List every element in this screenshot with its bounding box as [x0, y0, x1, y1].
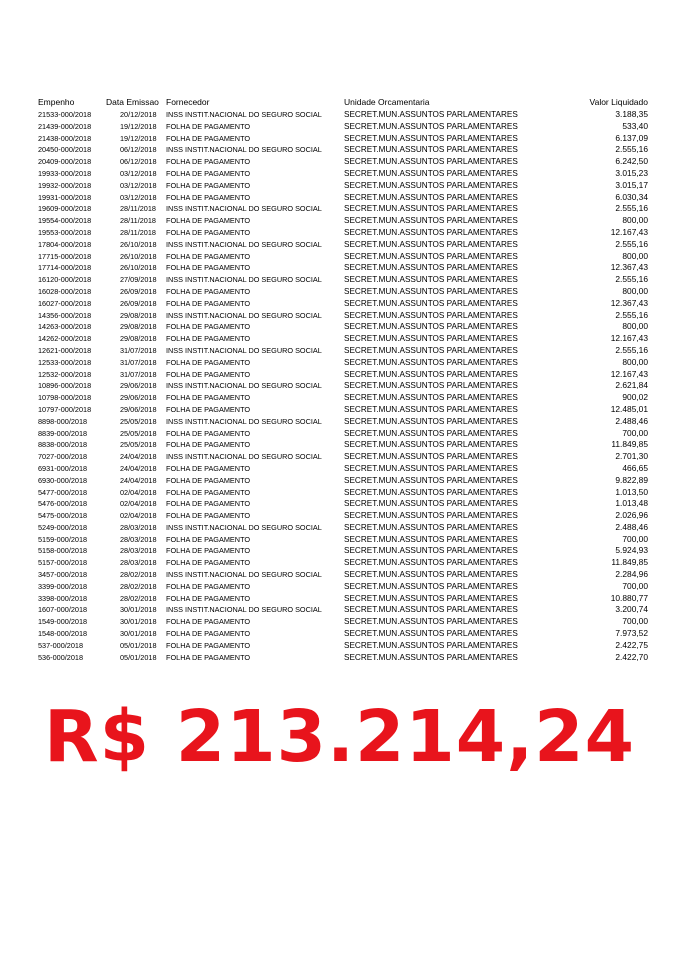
cell-fornecedor: FOLHA DE PAGAMENTO	[166, 263, 251, 273]
cell-unidade: SECRET.MUN.ASSUNTOS PARLAMENTARES	[344, 345, 518, 355]
cell-fornecedor: FOLHA DE PAGAMENTO	[166, 357, 251, 367]
header-data-emissao: Data Emissao	[106, 97, 159, 107]
cell-fornecedor: FOLHA DE PAGAMENTO	[166, 593, 251, 603]
cell-empenho: 10798-000/2018	[38, 393, 92, 403]
cell-data-emissao: 05/01/2018	[120, 640, 157, 650]
cell-fornecedor: FOLHA DE PAGAMENTO	[166, 286, 251, 296]
cell-unidade: SECRET.MUN.ASSUNTOS PARLAMENTARES	[344, 487, 518, 497]
cell-fornecedor: INSS INSTIT.NACIONAL DO SEGURO SOCIAL	[166, 570, 322, 580]
table-row	[38, 604, 648, 616]
cell-empenho: 1548-000/2018	[38, 629, 88, 639]
cell-data-emissao: 29/06/2018	[120, 381, 157, 391]
cell-unidade: SECRET.MUN.ASSUNTOS PARLAMENTARES	[344, 322, 518, 332]
cell-valor: 11.849,85	[611, 557, 648, 568]
cell-fornecedor: INSS INSTIT.NACIONAL DO SEGURO SOCIAL	[166, 239, 322, 249]
table-row	[38, 310, 648, 322]
cell-empenho: 14262-000/2018	[38, 334, 92, 344]
cell-unidade: SECRET.MUN.ASSUNTOS PARLAMENTARES	[344, 357, 518, 367]
cell-empenho: 17714-000/2018	[38, 263, 92, 273]
cell-fornecedor: FOLHA DE PAGAMENTO	[166, 180, 251, 190]
cell-empenho: 3398-000/2018	[38, 593, 88, 603]
cell-fornecedor: FOLHA DE PAGAMENTO	[166, 617, 251, 627]
cell-fornecedor: FOLHA DE PAGAMENTO	[166, 157, 251, 167]
cell-unidade: SECRET.MUN.ASSUNTOS PARLAMENTARES	[344, 145, 518, 155]
cell-valor: 1.013,50	[615, 486, 648, 497]
cell-empenho: 17804-000/2018	[38, 239, 92, 249]
cell-fornecedor: FOLHA DE PAGAMENTO	[166, 499, 251, 509]
cell-valor: 2.555,16	[615, 274, 648, 285]
table-row	[38, 534, 648, 546]
cell-data-emissao: 28/11/2018	[120, 216, 156, 226]
cell-fornecedor: INSS INSTIT.NACIONAL DO SEGURO SOCIAL	[166, 605, 322, 615]
cell-unidade: SECRET.MUN.ASSUNTOS PARLAMENTARES	[344, 263, 518, 273]
cell-data-emissao: 02/04/2018	[120, 499, 157, 509]
cell-unidade: SECRET.MUN.ASSUNTOS PARLAMENTARES	[344, 381, 518, 391]
table-row	[38, 640, 648, 652]
table-row	[38, 569, 648, 581]
cell-empenho: 19933-000/2018	[38, 168, 92, 178]
cell-empenho: 5158-000/2018	[38, 546, 88, 556]
table-row	[38, 404, 648, 416]
cell-valor: 2.555,16	[615, 238, 648, 249]
table-row	[38, 593, 648, 605]
cell-empenho: 8839-000/2018	[38, 428, 88, 438]
cell-unidade: SECRET.MUN.ASSUNTOS PARLAMENTARES	[344, 204, 518, 214]
cell-unidade: SECRET.MUN.ASSUNTOS PARLAMENTARES	[344, 570, 518, 580]
cell-unidade: SECRET.MUN.ASSUNTOS PARLAMENTARES	[344, 369, 518, 379]
header-valor: Valor Liquidado	[589, 97, 648, 107]
cell-empenho: 16027-000/2018	[38, 298, 92, 308]
cell-data-emissao: 26/10/2018	[120, 239, 157, 249]
cell-unidade: SECRET.MUN.ASSUNTOS PARLAMENTARES	[344, 251, 518, 261]
cell-data-emissao: 30/01/2018	[120, 629, 157, 639]
cell-fornecedor: FOLHA DE PAGAMENTO	[166, 428, 251, 438]
cell-empenho: 19554-000/2018	[38, 216, 92, 226]
cell-unidade: SECRET.MUN.ASSUNTOS PARLAMENTARES	[344, 404, 518, 414]
cell-fornecedor: FOLHA DE PAGAMENTO	[166, 121, 251, 131]
cell-unidade: SECRET.MUN.ASSUNTOS PARLAMENTARES	[344, 275, 518, 285]
cell-empenho: 5476-000/2018	[38, 499, 88, 509]
cell-valor: 800,00	[622, 285, 648, 296]
table-row	[38, 251, 648, 263]
cell-empenho: 19609-000/2018	[38, 204, 92, 214]
table-row	[38, 463, 648, 475]
table-row	[38, 451, 648, 463]
cell-data-emissao: 29/08/2018	[120, 310, 157, 320]
cell-data-emissao: 19/12/2018	[120, 133, 157, 143]
table-body	[38, 109, 648, 663]
cell-fornecedor: FOLHA DE PAGAMENTO	[166, 629, 251, 639]
cell-fornecedor: FOLHA DE PAGAMENTO	[166, 298, 251, 308]
cell-data-emissao: 30/01/2018	[120, 617, 157, 627]
cell-valor: 2.555,16	[615, 344, 648, 355]
table-row	[38, 345, 648, 357]
cell-valor: 2.284,96	[615, 569, 648, 580]
cell-data-emissao: 03/12/2018	[120, 168, 157, 178]
cell-data-emissao: 29/08/2018	[120, 322, 157, 332]
cell-empenho: 19553-000/2018	[38, 227, 92, 237]
header-fornecedor: Fornecedor	[166, 97, 210, 107]
cell-empenho: 17715-000/2018	[38, 251, 92, 261]
cell-valor: 2.621,84	[615, 380, 648, 391]
table-row	[38, 156, 648, 168]
cell-unidade: SECRET.MUN.ASSUNTOS PARLAMENTARES	[344, 522, 518, 532]
cell-valor: 12.367,43	[610, 262, 648, 273]
cell-fornecedor: FOLHA DE PAGAMENTO	[166, 322, 251, 332]
cell-fornecedor: FOLHA DE PAGAMENTO	[166, 393, 251, 403]
cell-valor: 2.555,16	[615, 203, 648, 214]
cell-empenho: 5477-000/2018	[38, 487, 88, 497]
cell-valor: 5.924,93	[615, 545, 648, 556]
cell-empenho: 1607-000/2018	[38, 605, 88, 615]
cell-empenho: 10797-000/2018	[38, 404, 92, 414]
table-row	[38, 168, 648, 180]
cell-unidade: SECRET.MUN.ASSUNTOS PARLAMENTARES	[344, 534, 518, 544]
cell-empenho: 19932-000/2018	[38, 180, 92, 190]
table-row	[38, 487, 648, 499]
cell-unidade: SECRET.MUN.ASSUNTOS PARLAMENTARES	[344, 463, 518, 473]
cell-data-emissao: 03/12/2018	[120, 180, 157, 190]
cell-unidade: SECRET.MUN.ASSUNTOS PARLAMENTARES	[344, 593, 518, 603]
cell-empenho: 1549-000/2018	[38, 617, 88, 627]
cell-empenho: 14356-000/2018	[38, 310, 92, 320]
cell-valor: 6.030,34	[615, 191, 648, 202]
cell-valor: 7.973,52	[615, 628, 648, 639]
cell-valor: 6.137,09	[615, 132, 648, 143]
cell-fornecedor: FOLHA DE PAGAMENTO	[166, 534, 251, 544]
table-row	[38, 321, 648, 333]
table-row	[38, 416, 648, 428]
cell-unidade: SECRET.MUN.ASSUNTOS PARLAMENTARES	[344, 227, 518, 237]
cell-data-emissao: 28/03/2018	[120, 546, 157, 556]
cell-unidade: SECRET.MUN.ASSUNTOS PARLAMENTARES	[344, 110, 518, 119]
cell-empenho: 6931-000/2018	[38, 463, 88, 473]
cell-empenho: 8838-000/2018	[38, 440, 88, 450]
cell-data-emissao: 31/07/2018	[120, 345, 157, 355]
cell-unidade: SECRET.MUN.ASSUNTOS PARLAMENTARES	[344, 428, 518, 438]
cell-fornecedor: FOLHA DE PAGAMENTO	[166, 369, 251, 379]
cell-data-emissao: 24/04/2018	[120, 463, 157, 473]
cell-fornecedor: FOLHA DE PAGAMENTO	[166, 168, 251, 178]
cell-valor: 533,40	[622, 120, 648, 131]
cell-empenho: 5159-000/2018	[38, 534, 88, 544]
cell-unidade: SECRET.MUN.ASSUNTOS PARLAMENTARES	[344, 652, 518, 662]
cell-unidade: SECRET.MUN.ASSUNTOS PARLAMENTARES	[344, 475, 518, 485]
cell-data-emissao: 28/03/2018	[120, 522, 157, 532]
cell-data-emissao: 02/04/2018	[120, 511, 157, 521]
cell-empenho: 20409-000/2018	[38, 157, 92, 167]
cell-data-emissao: 24/04/2018	[120, 475, 157, 485]
table-row	[38, 428, 648, 440]
table-row	[38, 239, 648, 251]
table-row	[38, 298, 648, 310]
cell-data-emissao: 26/10/2018	[120, 251, 157, 261]
cell-valor: 800,00	[622, 250, 648, 261]
cell-empenho: 5475-000/2018	[38, 511, 88, 521]
cell-empenho: 19931-000/2018	[38, 192, 92, 202]
cell-valor: 700,00	[622, 616, 648, 627]
cell-valor: 12.167,43	[610, 333, 648, 344]
cell-unidade: SECRET.MUN.ASSUNTOS PARLAMENTARES	[344, 617, 518, 627]
table-row	[38, 357, 648, 369]
cell-data-emissao: 25/05/2018	[120, 416, 157, 426]
cell-valor: 2.422,70	[615, 651, 648, 662]
cell-valor: 11.849,85	[611, 439, 648, 450]
table-row	[38, 380, 648, 392]
cell-data-emissao: 31/07/2018	[120, 357, 157, 367]
cell-unidade: SECRET.MUN.ASSUNTOS PARLAMENTARES	[344, 629, 518, 639]
cell-valor: 900,02	[622, 392, 648, 403]
table-row	[38, 286, 648, 298]
cell-empenho: 3399-000/2018	[38, 581, 88, 591]
cell-data-emissao: 28/02/2018	[120, 581, 157, 591]
cell-fornecedor: FOLHA DE PAGAMENTO	[166, 640, 251, 650]
table-row	[38, 616, 648, 628]
cell-unidade: SECRET.MUN.ASSUNTOS PARLAMENTARES	[344, 298, 518, 308]
cell-data-emissao: 28/03/2018	[120, 558, 157, 568]
table-row	[38, 192, 648, 204]
cell-fornecedor: INSS INSTIT.NACIONAL DO SEGURO SOCIAL	[166, 416, 322, 426]
table-row	[38, 262, 648, 274]
table-row	[38, 510, 648, 522]
table-row	[38, 369, 648, 381]
table-header	[38, 95, 648, 109]
cell-fornecedor: FOLHA DE PAGAMENTO	[166, 581, 251, 591]
cell-empenho: 12533-000/2018	[38, 357, 92, 367]
cell-unidade: SECRET.MUN.ASSUNTOS PARLAMENTARES	[344, 546, 518, 556]
cell-empenho: 21533-000/2018	[38, 110, 92, 119]
cell-fornecedor: INSS INSTIT.NACIONAL DO SEGURO SOCIAL	[166, 145, 322, 155]
cell-unidade: SECRET.MUN.ASSUNTOS PARLAMENTARES	[344, 452, 518, 462]
cell-unidade: SECRET.MUN.ASSUNTOS PARLAMENTARES	[344, 416, 518, 426]
cell-valor: 12.167,43	[610, 368, 648, 379]
cell-fornecedor: FOLHA DE PAGAMENTO	[166, 440, 251, 450]
cell-fornecedor: FOLHA DE PAGAMENTO	[166, 404, 251, 414]
cell-valor: 12.167,43	[610, 226, 648, 237]
cell-unidade: SECRET.MUN.ASSUNTOS PARLAMENTARES	[344, 511, 518, 521]
cell-valor: 2.422,75	[615, 639, 648, 650]
cell-empenho: 14263-000/2018	[38, 322, 92, 332]
cell-empenho: 10896-000/2018	[38, 381, 92, 391]
cell-data-emissao: 28/11/2018	[120, 227, 156, 237]
cell-data-emissao: 30/01/2018	[120, 605, 157, 615]
cell-empenho: 16120-000/2018	[38, 275, 92, 285]
cell-unidade: SECRET.MUN.ASSUNTOS PARLAMENTARES	[344, 239, 518, 249]
cell-empenho: 3457-000/2018	[38, 570, 88, 580]
cell-unidade: SECRET.MUN.ASSUNTOS PARLAMENTARES	[344, 605, 518, 615]
cell-data-emissao: 26/09/2018	[120, 298, 157, 308]
cell-data-emissao: 28/02/2018	[120, 593, 157, 603]
cell-valor: 2.701,30	[615, 451, 648, 462]
table-row	[38, 545, 648, 557]
cell-unidade: SECRET.MUN.ASSUNTOS PARLAMENTARES	[344, 121, 518, 131]
cell-fornecedor: FOLHA DE PAGAMENTO	[166, 652, 251, 662]
cell-fornecedor: INSS INSTIT.NACIONAL DO SEGURO SOCIAL	[166, 275, 322, 285]
table-row	[38, 581, 648, 593]
cell-empenho: 5249-000/2018	[38, 522, 88, 532]
cell-valor: 800,00	[622, 321, 648, 332]
cell-fornecedor: FOLHA DE PAGAMENTO	[166, 546, 251, 556]
cell-empenho: 21438-000/2018	[38, 133, 92, 143]
cell-fornecedor: FOLHA DE PAGAMENTO	[166, 475, 251, 485]
cell-data-emissao: 29/06/2018	[120, 404, 157, 414]
cell-valor: 1.013,48	[615, 498, 648, 509]
cell-fornecedor: FOLHA DE PAGAMENTO	[166, 487, 251, 497]
cell-valor: 12.485,01	[610, 403, 648, 414]
cell-unidade: SECRET.MUN.ASSUNTOS PARLAMENTARES	[344, 558, 518, 568]
cell-fornecedor: INSS INSTIT.NACIONAL DO SEGURO SOCIAL	[166, 381, 322, 391]
cell-data-emissao: 25/05/2018	[120, 428, 157, 438]
cell-unidade: SECRET.MUN.ASSUNTOS PARLAMENTARES	[344, 334, 518, 344]
table-row	[38, 498, 648, 510]
cell-data-emissao: 20/12/2018	[120, 110, 157, 119]
cell-valor: 800,00	[622, 215, 648, 226]
cell-fornecedor: FOLHA DE PAGAMENTO	[166, 334, 251, 344]
cell-data-emissao: 24/04/2018	[120, 452, 157, 462]
cell-data-emissao: 27/09/2018	[120, 275, 157, 285]
table-row	[38, 215, 648, 227]
cell-fornecedor: INSS INSTIT.NACIONAL DO SEGURO SOCIAL	[166, 204, 322, 214]
cell-empenho: 5157-000/2018	[38, 558, 88, 568]
cell-unidade: SECRET.MUN.ASSUNTOS PARLAMENTARES	[344, 192, 518, 202]
cell-valor: 3.200,74	[615, 604, 648, 615]
cell-empenho: 537-000/2018	[38, 640, 84, 650]
cell-valor: 9.822,89	[615, 474, 648, 485]
cell-empenho: 7027-000/2018	[38, 452, 88, 462]
cell-valor: 466,65	[622, 462, 648, 473]
cell-unidade: SECRET.MUN.ASSUNTOS PARLAMENTARES	[344, 310, 518, 320]
cell-valor: 12.367,43	[610, 297, 648, 308]
cell-unidade: SECRET.MUN.ASSUNTOS PARLAMENTARES	[344, 440, 518, 450]
cell-valor: 2.555,16	[615, 309, 648, 320]
cell-unidade: SECRET.MUN.ASSUNTOS PARLAMENTARES	[344, 581, 518, 591]
cell-data-emissao: 29/06/2018	[120, 393, 157, 403]
table-row	[38, 333, 648, 345]
cell-valor: 2.488,46	[615, 415, 648, 426]
cell-valor: 3.015,23	[615, 167, 648, 178]
cell-empenho: 8898-000/2018	[38, 416, 88, 426]
cell-valor: 2.555,16	[615, 144, 648, 155]
cell-data-emissao: 02/04/2018	[120, 487, 157, 497]
cell-fornecedor: FOLHA DE PAGAMENTO	[166, 133, 251, 143]
cell-data-emissao: 28/11/2018	[120, 204, 156, 214]
table-row	[38, 628, 648, 640]
cell-fornecedor: FOLHA DE PAGAMENTO	[166, 463, 251, 473]
cell-valor: 700,00	[622, 580, 648, 591]
table-row	[38, 392, 648, 404]
cell-fornecedor: FOLHA DE PAGAMENTO	[166, 216, 251, 226]
table-row	[38, 652, 648, 664]
cell-valor: 800,00	[622, 356, 648, 367]
cell-empenho: 16028-000/2018	[38, 286, 92, 296]
cell-data-emissao: 25/05/2018	[120, 440, 157, 450]
table-row	[38, 109, 648, 121]
cell-empenho: 6930-000/2018	[38, 475, 88, 485]
cell-valor: 700,00	[622, 533, 648, 544]
cell-valor: 700,00	[622, 427, 648, 438]
cell-valor: 6.242,50	[615, 156, 648, 167]
table-row	[38, 133, 648, 145]
cell-fornecedor: INSS INSTIT.NACIONAL DO SEGURO SOCIAL	[166, 345, 322, 355]
table-row	[38, 522, 648, 534]
cell-empenho: 12532-000/2018	[38, 369, 92, 379]
cell-fornecedor: INSS INSTIT.NACIONAL DO SEGURO SOCIAL	[166, 452, 322, 462]
cell-unidade: SECRET.MUN.ASSUNTOS PARLAMENTARES	[344, 499, 518, 509]
cell-data-emissao: 28/03/2018	[120, 534, 157, 544]
cell-data-emissao: 29/08/2018	[120, 334, 157, 344]
cell-empenho: 21439-000/2018	[38, 121, 92, 131]
cell-empenho: 12621-000/2018	[38, 345, 92, 355]
table-row	[38, 439, 648, 451]
table-row	[38, 180, 648, 192]
cell-unidade: SECRET.MUN.ASSUNTOS PARLAMENTARES	[344, 216, 518, 226]
table-row	[38, 203, 648, 215]
cell-valor: 3.188,35	[615, 109, 648, 119]
header-unidade: Unidade Orcamentaria	[344, 97, 430, 107]
cell-data-emissao: 26/09/2018	[120, 286, 157, 296]
cell-fornecedor: INSS INSTIT.NACIONAL DO SEGURO SOCIAL	[166, 110, 322, 119]
cell-empenho: 536-000/2018	[38, 652, 84, 662]
cell-fornecedor: FOLHA DE PAGAMENTO	[166, 251, 251, 261]
cell-valor: 10.880,77	[610, 592, 648, 603]
cell-unidade: SECRET.MUN.ASSUNTOS PARLAMENTARES	[344, 286, 518, 296]
cell-fornecedor: FOLHA DE PAGAMENTO	[166, 192, 251, 202]
cell-unidade: SECRET.MUN.ASSUNTOS PARLAMENTARES	[344, 640, 518, 650]
cell-fornecedor: FOLHA DE PAGAMENTO	[166, 227, 251, 237]
table-row	[38, 227, 648, 239]
cell-valor: 2.488,46	[615, 521, 648, 532]
cell-empenho: 20450-000/2018	[38, 145, 92, 155]
cell-fornecedor: INSS INSTIT.NACIONAL DO SEGURO SOCIAL	[166, 310, 322, 320]
cell-data-emissao: 06/12/2018	[120, 145, 157, 155]
cell-fornecedor: INSS INSTIT.NACIONAL DO SEGURO SOCIAL	[166, 522, 322, 532]
cell-data-emissao: 28/02/2018	[120, 570, 157, 580]
cell-data-emissao: 26/10/2018	[120, 263, 157, 273]
cell-fornecedor: FOLHA DE PAGAMENTO	[166, 558, 251, 568]
cell-fornecedor: FOLHA DE PAGAMENTO	[166, 511, 251, 521]
cell-unidade: SECRET.MUN.ASSUNTOS PARLAMENTARES	[344, 180, 518, 190]
cell-unidade: SECRET.MUN.ASSUNTOS PARLAMENTARES	[344, 157, 518, 167]
cell-unidade: SECRET.MUN.ASSUNTOS PARLAMENTARES	[344, 168, 518, 178]
cell-valor: 3.015,17	[615, 179, 648, 190]
table-row	[38, 557, 648, 569]
table-row	[38, 144, 648, 156]
cell-data-emissao: 05/01/2018	[120, 652, 157, 662]
cell-data-emissao: 03/12/2018	[120, 192, 157, 202]
table-row	[38, 121, 648, 133]
cell-unidade: SECRET.MUN.ASSUNTOS PARLAMENTARES	[344, 133, 518, 143]
table-row	[38, 274, 648, 286]
cell-unidade: SECRET.MUN.ASSUNTOS PARLAMENTARES	[344, 393, 518, 403]
header-empenho: Empenho	[38, 97, 75, 107]
total-amount: R$ 213.214,24	[44, 695, 635, 778]
table-row	[38, 475, 648, 487]
cell-valor: 2.026,96	[615, 510, 648, 521]
cell-data-emissao: 31/07/2018	[120, 369, 157, 379]
expense-table	[38, 95, 648, 663]
cell-data-emissao: 06/12/2018	[120, 157, 157, 167]
cell-data-emissao: 19/12/2018	[120, 121, 157, 131]
